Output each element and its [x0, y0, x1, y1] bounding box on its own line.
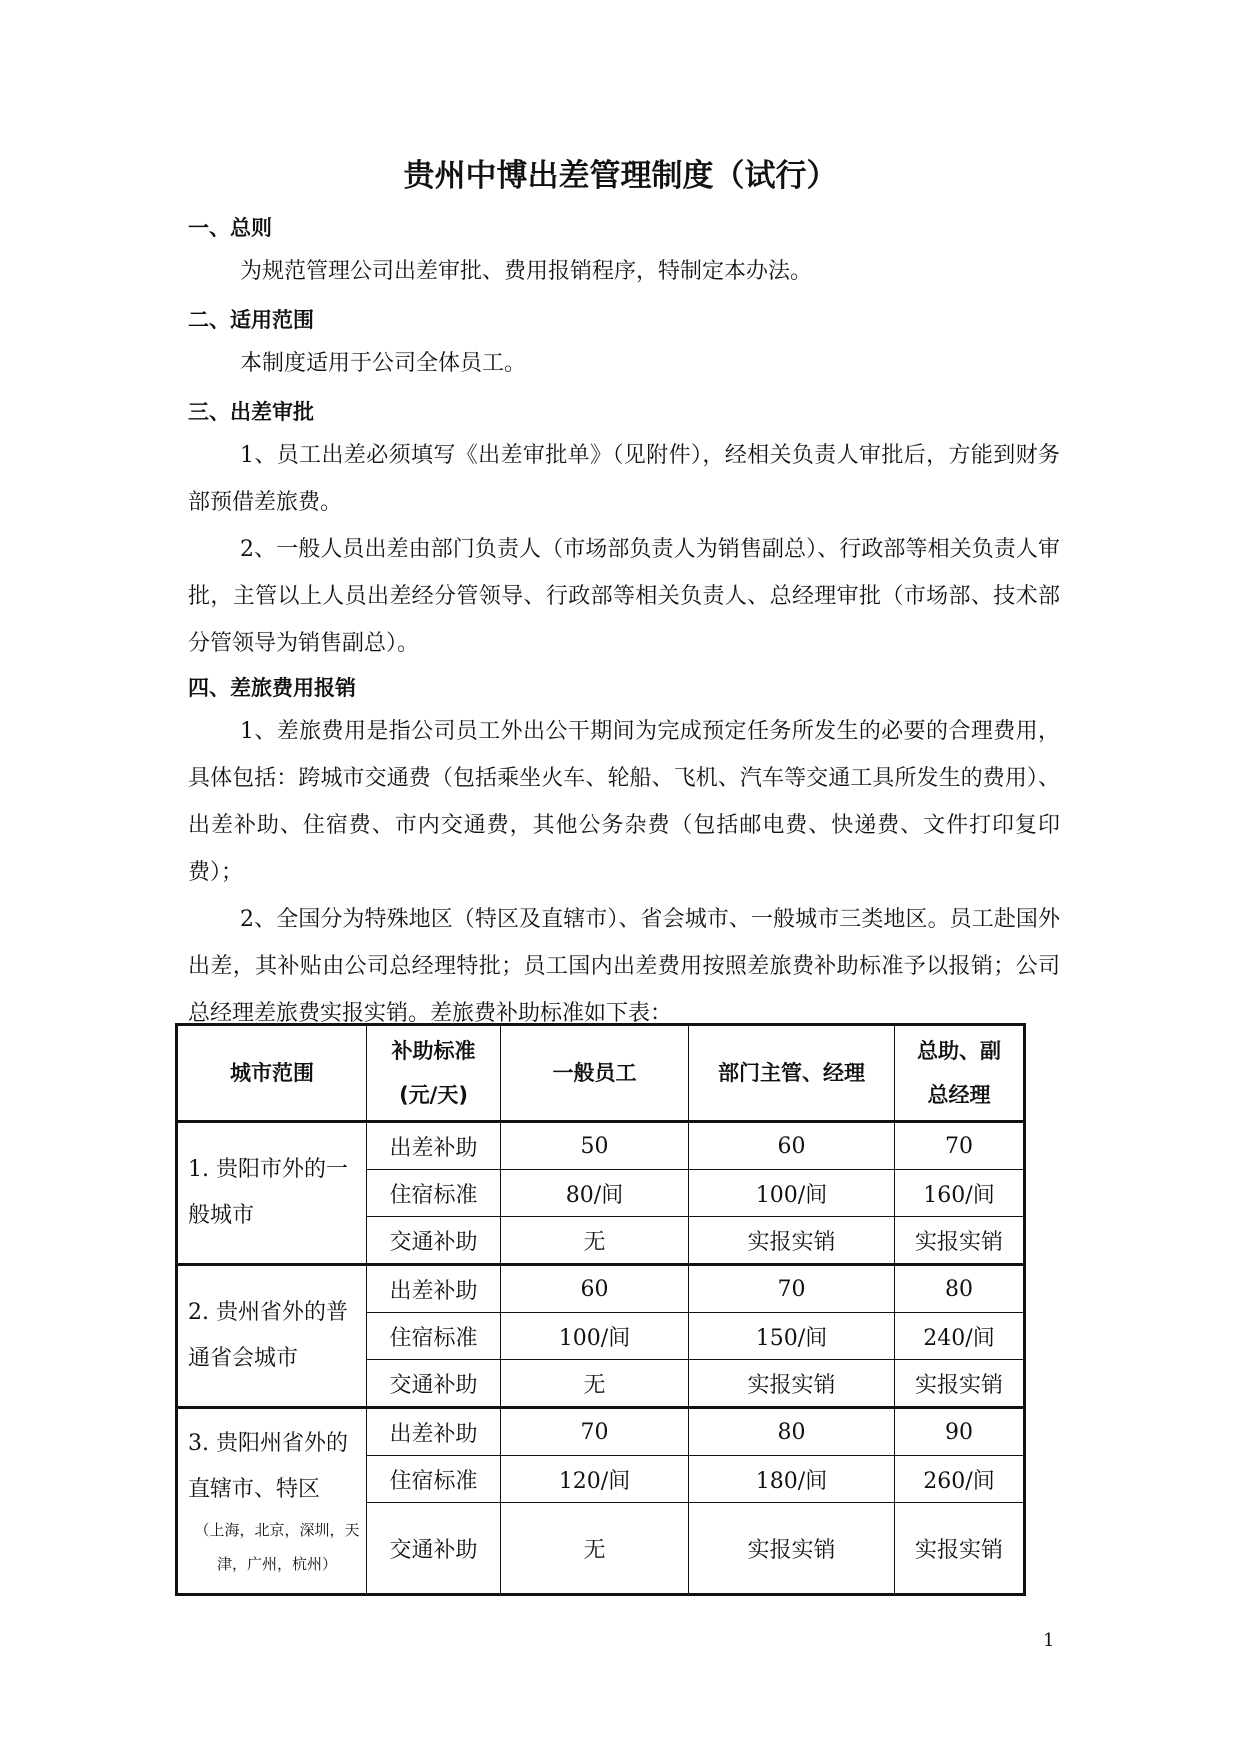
value-cell: 无 — [501, 1217, 689, 1265]
item-cell: 交通补助 — [367, 1217, 501, 1265]
page-number: 1 — [1043, 1630, 1055, 1651]
table-row — [177, 1408, 1025, 1456]
paragraph: 1、差旅费用是指公司员工外出公干期间为完成预定任务所发生的必要的合理费用，具体包括：跨城市交通费（包括乘坐火车、轮船、飞机、汽车等交通工具所发生的费用）、出差补助、住宿费、市内交通费，其他公务杂费（包括邮电费、快递费、文件打印复印费）； — [188, 719, 1060, 885]
value-cell: 240/间 — [895, 1313, 1025, 1360]
item-cell: 出差补助 — [367, 1265, 501, 1313]
allowance-table — [175, 1023, 1026, 1596]
item-cell: 住宿标准 — [367, 1456, 501, 1503]
value-cell: 实报实销 — [689, 1217, 895, 1265]
value-cell: 70 — [689, 1265, 895, 1313]
city-cell: 2. 贵州省外的普通省会城市 — [177, 1265, 367, 1408]
value-cell: 实报实销 — [895, 1217, 1025, 1265]
table-header-row — [177, 1025, 1025, 1122]
item-cell: 出差补助 — [367, 1122, 501, 1170]
value-cell: 80 — [689, 1408, 895, 1456]
header-allowance-standard: 补助标准 (元/天) — [367, 1025, 501, 1122]
value-cell: 50 — [501, 1122, 689, 1170]
value-cell: 260/间 — [895, 1456, 1025, 1503]
item-cell: 住宿标准 — [367, 1170, 501, 1217]
item-cell: 住宿标准 — [367, 1313, 501, 1360]
header-vp: 总助、副 总经理 — [895, 1025, 1025, 1122]
item-cell: 交通补助 — [367, 1503, 501, 1595]
item-cell: 出差补助 — [367, 1408, 501, 1456]
header-city-range: 城市范围 — [177, 1025, 367, 1122]
value-cell: 100/间 — [689, 1170, 895, 1217]
table-row — [177, 1122, 1025, 1170]
value-cell: 实报实销 — [689, 1503, 895, 1595]
value-cell: 100/间 — [501, 1313, 689, 1360]
city-note: （上海，北京，深圳，天津，广州，杭州） — [194, 1521, 360, 1573]
value-cell: 90 — [895, 1408, 1025, 1456]
paragraph: 2、一般人员出差由部门负责人（市场部负责人为销售副总）、行政部等相关负责人审批，主管以上人员出差经分管领导、行政部等相关负责人、总经理审批（市场部、技术部分管领导为销售副总）。 — [188, 537, 1060, 656]
section-heading-general: 一、总则 — [188, 216, 272, 240]
value-cell: 80/间 — [501, 1170, 689, 1217]
paragraph: 2、全国分为特殊地区（特区及直辖市）、省会城市、一般城市三类地区。员工赴国外出差，其补贴由公司总经理特批；员工国内出差费用按照差旅费补助标准予以报销；公司总经理差旅费实报实销。差旅费补助标准如下表： — [188, 907, 1060, 1026]
section-heading-scope: 二、适用范围 — [188, 308, 314, 332]
section-heading-reimbursement: 四、差旅费用报销 — [188, 676, 356, 700]
value-cell: 180/间 — [689, 1456, 895, 1503]
value-cell: 无 — [501, 1360, 689, 1408]
header-manager: 部门主管、经理 — [689, 1025, 895, 1122]
value-cell: 70 — [895, 1122, 1025, 1170]
city-cell: 1. 贵阳市外的一般城市 — [177, 1122, 367, 1265]
header-general-staff: 一般员工 — [501, 1025, 689, 1122]
paragraph: 为规范管理公司出差审批、费用报销程序，特制定本办法。 — [240, 259, 813, 284]
item-cell: 交通补助 — [367, 1360, 501, 1408]
value-cell: 150/间 — [689, 1313, 895, 1360]
value-cell: 60 — [501, 1265, 689, 1313]
paragraph: 1、员工出差必须填写《出差审批单》（见附件），经相关负责人审批后，方能到财务部预借差旅费。 — [188, 443, 1060, 515]
value-cell: 80 — [895, 1265, 1025, 1313]
value-cell: 实报实销 — [895, 1360, 1025, 1408]
value-cell: 120/间 — [501, 1456, 689, 1503]
section-heading-approval: 三、出差审批 — [188, 400, 314, 424]
value-cell: 无 — [501, 1503, 689, 1595]
value-cell: 实报实销 — [895, 1503, 1025, 1595]
table-row — [177, 1265, 1025, 1313]
value-cell: 60 — [689, 1122, 895, 1170]
value-cell: 160/间 — [895, 1170, 1025, 1217]
city-cell: 3. 贵阳州省外的直辖市、特区 （上海，北京，深圳，天津，广州，杭州） — [177, 1408, 367, 1595]
document-title: 贵州中博出差管理制度（试行） — [403, 158, 838, 194]
value-cell: 70 — [501, 1408, 689, 1456]
paragraph: 本制度适用于公司全体员工。 — [240, 351, 527, 376]
value-cell: 实报实销 — [689, 1360, 895, 1408]
